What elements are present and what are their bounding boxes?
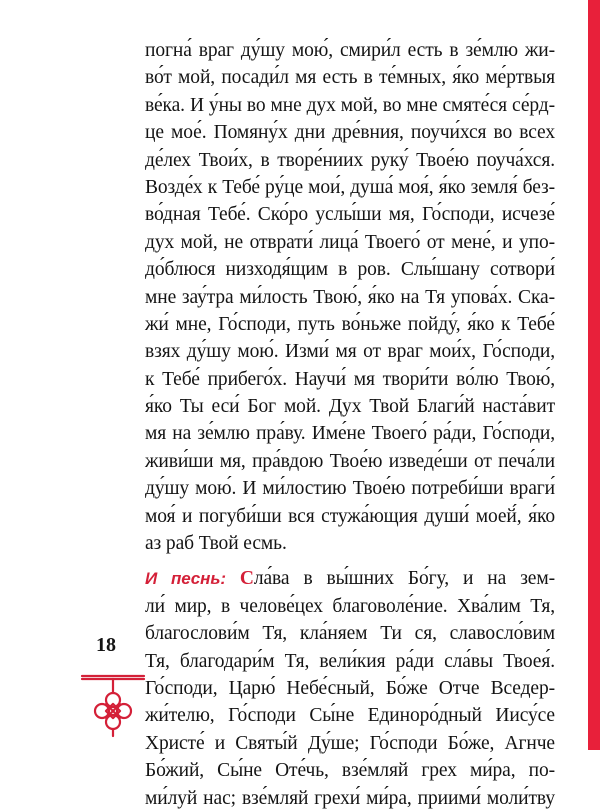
prayer-text-block (145, 37, 555, 812)
text-line: жи́ мне, Го́споди, путь во́ньже пойду́, я́ко к Тебе́ (145, 313, 555, 335)
text-line: ми́луй нас; взе́мляй грехи́ ми́ра, приими́ моли́тву (145, 787, 555, 809)
text-line: Тя, благодари́м Тя, вели́кия ра́ди сла́вы Твоея́. (145, 650, 555, 672)
celtic-knot-ornament-icon (78, 670, 148, 740)
text-line: де́лех Твои́х, в творе́ниих руку́ Твое́ю поуча́хся. (145, 149, 555, 171)
hymn-paragraph (145, 565, 555, 812)
hymn-first-line (145, 565, 555, 592)
text-line: ве́ка. И у́ны во мне дух мой, во мне смяте́ся се́рд- (145, 94, 555, 116)
page-number: 18 (96, 634, 116, 656)
text-line: Го́споди, Царю́ Небе́сный, Бо́же Отче Вседер- (145, 677, 555, 699)
text-line: к Тебе́ прибего́х. Научи́ мя твори́ти во́лю Твою́, (145, 368, 555, 390)
text-line: взях ду́шу мою́. Изми́ мя от враг мои́х, Го́споди, (145, 341, 555, 363)
text-line: ду́шу мою́. И ми́лостию Твое́ю потреби́ши враги́ (145, 478, 555, 500)
text-line: во́т мой, посади́л мя есть в те́мных, я́ко ме́ртвыя (145, 67, 555, 89)
text-line: дух мой, не отврати́ лица́ Твоего́ от мене́, и упо- (145, 231, 555, 253)
text-line: во́дная Тебе́. Ско́ро услы́ши мя, Го́споди, исчезе́ (145, 204, 555, 226)
rubric-initial-letter: С (239, 568, 254, 590)
text-line: ли́ мир, в челове́цех благоволе́ние. Хва́лим Тя, (145, 595, 555, 617)
hymn-first-line-text: ла́ва в вы́шних Бо́гу, и на зем- (253, 568, 555, 590)
text-line: це мое́. Помяну́х дни дре́вния, поучи́хся во всех (145, 122, 555, 144)
page-edge-strip (588, 0, 600, 750)
text-line: Христе́ и Святы́й Ду́ше; Го́споди Бо́же, Агнче (145, 732, 555, 754)
text-line: живи́ши мя, пра́вдою Твое́ю изведе́ши от печа́ли (145, 450, 555, 472)
text-line: до́блюся низходя́щим в ров. Слы́шану сотвори́ (145, 259, 555, 281)
text-line: аз раб Твой есмь. (145, 533, 287, 555)
rubric-label: И песнь: (145, 569, 226, 589)
psalm-paragraph (145, 37, 555, 557)
text-line: Бо́жий, Сы́не Оте́чь, взе́мляй грех ми́ра, по- (145, 760, 555, 782)
text-line: Возде́х к Тебе́ ру́це мои́, душа́ моя́, я́ко земля́ без- (145, 176, 555, 198)
text-line: моя́ и погуби́ши вся стужа́ющия души́ моей́, я́ко (145, 505, 555, 527)
text-line: благослови́м Тя, кла́няем Ти ся, славосло́вим (145, 623, 555, 645)
text-line: я́ко Ты еси́ Бог мой. Дух Твой Благи́й наста́вит (145, 396, 555, 418)
text-line: мя на зе́млю пра́ву. Име́не Твоего́ ра́ди, Го́споди, (145, 423, 555, 445)
text-line: жи́телю, Го́споди Сы́не Единоро́дный Иису́се (145, 705, 555, 727)
text-line: мне зау́тра ми́лость Твою́, я́ко на Тя упова́х. Ска- (145, 286, 555, 308)
text-line: погна́ враг ду́шу мою́, смири́л есть в зе́млю жи- (145, 40, 555, 61)
section-gap (145, 557, 555, 565)
